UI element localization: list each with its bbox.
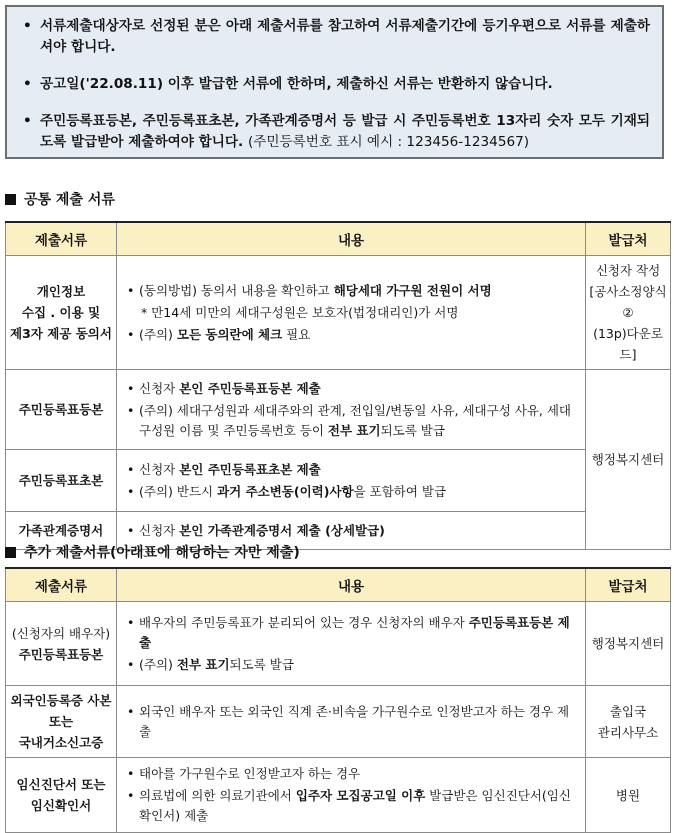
text-span: 발급받은 임신진단서(임신확인서) 제출 <box>139 788 571 823</box>
notice-text: 공고일('22.08.11) 이후 발급한 서류에 한하며, 제출하신 서류는 반환하지 않습니다. <box>40 76 553 92</box>
text-span: 태아를 가구원수로 인정받고자 하는 경우 <box>139 766 361 781</box>
content-cell <box>117 602 586 686</box>
emphasis-text: 전부 표기 <box>176 656 230 672</box>
common-documents-table <box>5 221 671 550</box>
document-name: 주민등록표등본 <box>18 402 104 417</box>
bullet-icon: • <box>127 461 135 477</box>
content-cell <box>117 450 586 512</box>
header-cell: 내용 <box>117 222 586 256</box>
bullet-icon: • <box>127 614 135 630</box>
content-bullet <box>127 401 577 441</box>
emphasis-text: 본인 주민등록표초본 제출 <box>179 461 321 477</box>
text-span: 되도록 발급 <box>380 422 445 438</box>
bullet-icon: • <box>23 18 32 34</box>
bullet-icon: • <box>127 483 135 499</box>
content-text <box>139 281 577 301</box>
issuer-text: [공사소정양식② <box>589 284 667 320</box>
emphasis-text: 입주자 모집공고일 이후 <box>295 788 426 803</box>
notice-text: 주민등록표등본, 주민등록표초본, 가족관계증명서 등 발급 시 주민등록번호 13자리 숫자 모두 기재되도록 발급받아 제출하여야 합니다. <box>40 113 650 150</box>
content-bullet <box>127 482 577 502</box>
content-bullet <box>127 786 577 826</box>
content-text <box>139 401 577 441</box>
document-name: 임신확인서 <box>30 798 92 813</box>
header-cell: 제출서류 <box>6 568 117 602</box>
document-name: 개인정보 <box>36 284 86 299</box>
content-text <box>139 786 577 826</box>
table-header-row <box>6 222 671 256</box>
content-text <box>139 379 577 399</box>
notice-box <box>5 5 664 159</box>
document-name-cell <box>6 686 117 758</box>
emphasis-text: 모든 동의란에 체크 <box>176 326 283 342</box>
notice-item <box>23 74 650 95</box>
square-bullet-icon <box>5 547 16 558</box>
issuer-text: 신청자 작성 <box>595 263 661 278</box>
content-text <box>139 521 577 541</box>
emphasis-text: 전부 표기 <box>327 422 381 438</box>
content-bullet <box>127 325 577 345</box>
document-qualifier: (신청자의 배우자) <box>11 625 111 641</box>
text-span: 외국인 배우자 또는 외국인 직계 존·비속을 가구원수로 인정받고자 하는 경우 제출 <box>139 703 570 739</box>
text-span: (주의) 반드시 <box>139 483 218 499</box>
content-bullet <box>127 764 577 784</box>
text-span: (주의) <box>139 656 177 672</box>
issuer-cell <box>586 256 671 370</box>
notice-text: 서류제출대상자로 선정된 분은 아래 제출서류를 참고하여 서류제출기간에 등기우편으로 서류를 제출하셔야 합니다. <box>40 18 650 55</box>
square-bullet-icon <box>5 194 16 205</box>
content-cell <box>117 758 586 833</box>
content-bullet <box>127 613 577 653</box>
text-span: 신청자 <box>139 522 180 538</box>
table-row <box>6 602 671 686</box>
header-cell: 제출서류 <box>6 222 117 256</box>
bullet-icon: • <box>23 113 32 129</box>
issuer-cell <box>586 602 671 686</box>
issuer-text: (13p)다운로드] <box>593 326 663 362</box>
table-header-row <box>6 568 671 602</box>
bullet-icon: • <box>127 380 135 396</box>
document-name: 수집 . 이용 및 <box>21 305 101 320</box>
content-bullet <box>127 702 577 742</box>
document-name: 가족관계증명서 <box>18 523 104 538</box>
text-span: 필요 <box>282 326 311 342</box>
document-name: 또는 <box>48 714 74 729</box>
text-span: 을 포함하여 발급 <box>353 483 447 499</box>
document-name: 주민등록표초본 <box>18 473 104 488</box>
content-cell <box>117 256 586 370</box>
section-title-additional: 추가 제출서류(아래표에 해당하는 자만 제출) <box>5 542 300 562</box>
document-name-cell <box>6 758 117 833</box>
header-cell: 발급처 <box>586 568 671 602</box>
text-span: 신청자 <box>139 461 180 477</box>
document-name: 국내거소신고증 <box>18 735 104 750</box>
content-cell <box>117 686 586 758</box>
notice-note: (주민등록번호 표시 예시 : 123456-1234567) <box>247 134 530 150</box>
content-text <box>139 764 577 784</box>
content-bullet <box>127 460 577 480</box>
content-text <box>139 702 577 742</box>
bullet-icon: • <box>127 402 135 418</box>
text-span: (주의) 세대구성원과 세대주와의 관계, 전입일/변동일 사유, 세대구성 사유, 세대구성원 이름 및 주민등록번호 등이 <box>139 402 571 438</box>
issuer-cell <box>586 370 671 550</box>
issuer-text: 관리사무소 <box>597 724 659 740</box>
document-name: 주민등록표등본 <box>18 646 104 662</box>
bullet-icon: • <box>127 282 135 298</box>
notice-item <box>23 111 650 153</box>
header-cell: 내용 <box>117 568 586 602</box>
emphasis-text: 본인 주민등록표등본 제출 <box>179 380 321 396</box>
content-bullet <box>127 521 577 541</box>
content-bullet <box>127 281 577 301</box>
emphasis-text: 본인 가족관계증명서 제출 (상세발급) <box>179 522 385 538</box>
document-name-cell <box>6 370 117 450</box>
content-text <box>139 460 577 480</box>
document-name-cell <box>6 602 117 686</box>
header-cell: 발급처 <box>586 222 671 256</box>
additional-documents-table <box>5 567 671 833</box>
document-name: 외국인등록증 사본 <box>10 693 112 708</box>
text-span: (동의방법) 동의서 내용을 확인하고 <box>139 282 334 298</box>
notice-item <box>23 16 650 58</box>
issuer-cell <box>586 686 671 758</box>
table-row <box>6 686 671 758</box>
issuer-text: 출입국 <box>609 703 647 719</box>
document-name: 제3자 제공 동의서 <box>10 326 112 341</box>
section-title-common: 공통 제출 서류 <box>5 189 115 209</box>
bullet-icon: • <box>127 656 135 672</box>
text-span: 신청자 <box>139 380 180 396</box>
table-row <box>6 370 671 450</box>
text-span: (주의) <box>139 326 177 342</box>
document-name: 임신진단서 또는 <box>16 777 106 792</box>
text-span: 되도록 발급 <box>229 656 294 672</box>
content-text <box>139 482 577 502</box>
text-span: 의료법에 의한 의료기관에서 <box>139 788 296 803</box>
bullet-icon: • <box>127 703 135 719</box>
issuer-text: 병원 <box>615 787 641 803</box>
content-text <box>139 613 577 653</box>
content-bullet <box>127 655 577 675</box>
text-span: * 만14세 미만의 세대구성원은 보호자(법정대리인)가 서명 <box>141 304 459 320</box>
issuer-cell <box>586 758 671 833</box>
table-row <box>6 256 671 370</box>
bullet-icon: • <box>127 326 135 342</box>
content-cell <box>117 370 586 450</box>
issuer-text: 행정복지센터 <box>591 452 665 467</box>
bullet-icon: • <box>23 76 32 92</box>
bullet-icon: • <box>127 766 135 781</box>
content-text <box>139 655 577 675</box>
table-row <box>6 758 671 833</box>
content-note <box>127 303 577 323</box>
bullet-icon: • <box>127 522 135 538</box>
content-bullet <box>127 379 577 399</box>
content-text <box>139 325 577 345</box>
text-span: 배우자의 주민등록표가 분리되어 있는 경우 신청자의 배우자 <box>139 614 469 630</box>
emphasis-text: 주민등록표등본 제출 <box>139 614 570 650</box>
document-name-cell <box>6 450 117 512</box>
emphasis-text: 과거 주소변동(이력)사항 <box>217 483 354 499</box>
document-name-cell <box>6 256 117 370</box>
emphasis-text: 해당세대 가구원 전원이 서명 <box>333 282 492 298</box>
bullet-icon: • <box>127 788 135 803</box>
issuer-text: 행정복지센터 <box>591 636 665 651</box>
table-row <box>6 450 671 512</box>
